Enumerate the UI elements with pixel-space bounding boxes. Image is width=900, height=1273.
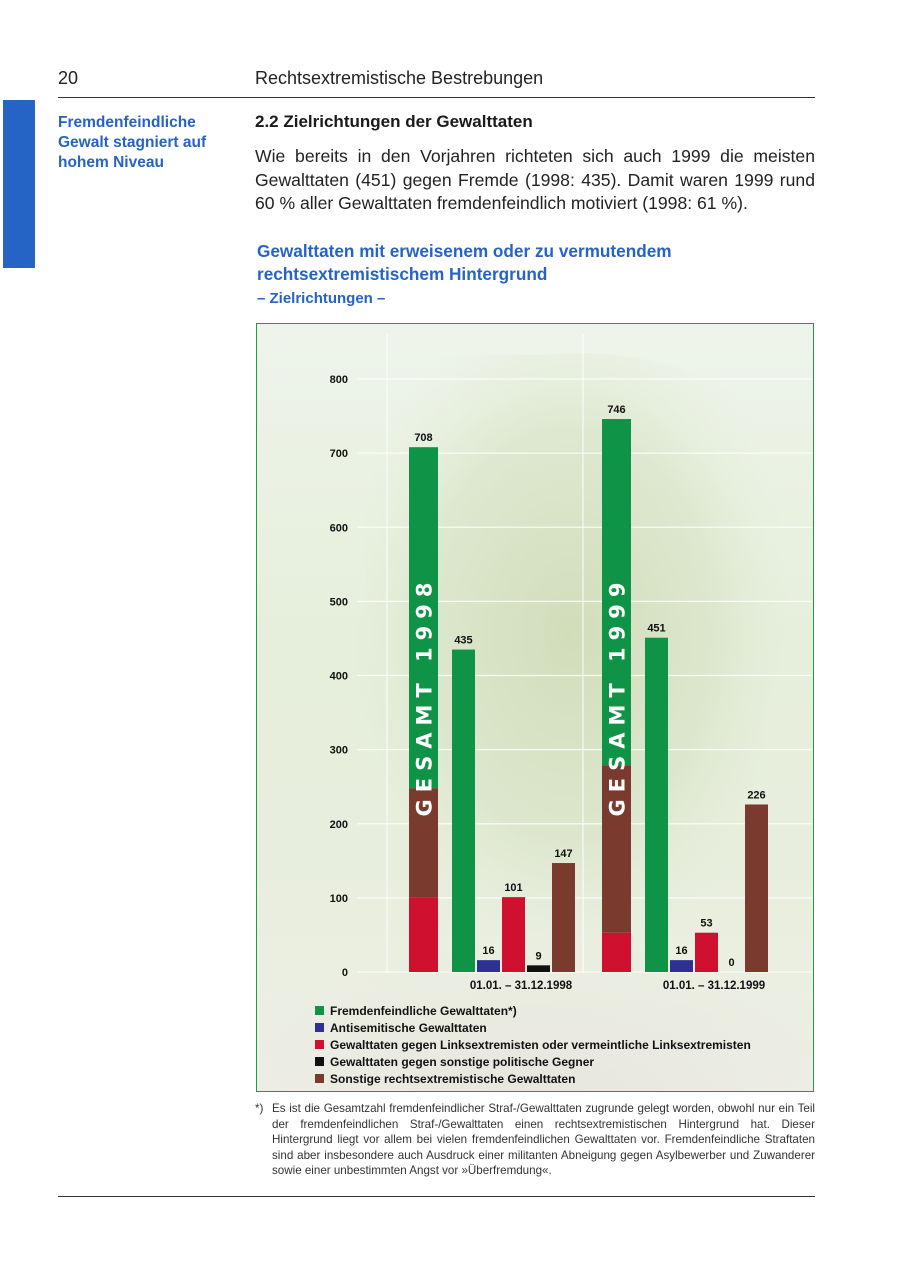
bar (502, 897, 525, 972)
bar (670, 960, 693, 972)
bar-value-label: 16 (675, 945, 688, 958)
bar-value-label: 0 (728, 957, 735, 969)
bar (695, 933, 718, 972)
chart-subheading: – Zielrichtungen – (257, 290, 386, 307)
bar-chart (257, 324, 814, 1092)
y-tick-label: 600 (329, 522, 348, 535)
legend-label: Antisemitische Gewalttaten (330, 1020, 487, 1035)
bar (477, 960, 500, 972)
footnote-marker: *) (255, 1102, 264, 1115)
legend-label: Sonstige rechtsextremistische Gewalttaten (330, 1071, 576, 1086)
bar-value-label: 16 (482, 945, 495, 958)
category-label: 01.01. – 31.12.1998 (469, 980, 573, 992)
bar (552, 863, 575, 972)
bar-value-label: 451 (647, 622, 666, 635)
legend-item (315, 1002, 751, 1019)
bar-value-label: 435 (454, 634, 473, 647)
bar-value-label: 226 (747, 789, 766, 802)
bar (452, 650, 475, 972)
bar-value-label: 9 (535, 950, 542, 963)
bar-value-label: 101 (504, 882, 523, 895)
legend-item (315, 1019, 751, 1036)
chart-legend (315, 1002, 751, 1087)
page-number: 20 (58, 68, 79, 88)
bar (645, 638, 668, 972)
legend-swatch (315, 1040, 324, 1049)
body-paragraph: Wie bereits in den Vorjahren richteten sich auch 1999 die meisten Gewalttaten (451) gegen Fremde (1998: 435). Damit waren 1999 rund 60 % aller Gewalttaten fremdenfeindlich motiviert (1998: 61 %). (255, 146, 815, 213)
total-bar-label: GESAMT 1998 (412, 575, 437, 817)
running-title: Rechtsextremistische Bestrebungen (255, 68, 544, 88)
bar (527, 965, 550, 972)
y-tick-label: 0 (341, 967, 348, 979)
total-bar-segment (409, 897, 438, 972)
bar (745, 804, 768, 972)
total-bar-label: GESAMT 1999 (605, 575, 630, 817)
total-value-label: 708 (414, 432, 433, 445)
total-bar-segment (602, 933, 631, 972)
margin-note: Fremdenfeindliche Gewalt stagniert auf hohem Niveau (58, 114, 207, 171)
legend-swatch (315, 1006, 324, 1015)
chart-frame (256, 323, 814, 1092)
legend-swatch (315, 1057, 324, 1066)
footnote-text: Es ist die Gesamtzahl fremdenfeindlicher Straf-/Gewalttaten zugrunde gelegt worden, obwohl nur ein Teil der fremdenfeindlichen Straf-/Gewalttaten einen rechtsextremistischen Hintergrund hat. Dieser Hintergrund liegt vor allem bei vielen fremdenfeindlichen Gewalttaten vor. Fremdenfeindliche Straftaten sind aber insbesondere auch Ausdruck einer militanten Abneigung gegen Asylbewerber und Zuwanderer sowie einer unbestimmten Angst vor »Überfremdung«. (272, 1102, 815, 1178)
y-tick-label: 800 (329, 374, 348, 386)
y-tick-label: 100 (329, 892, 348, 905)
y-tick-label: 200 (329, 818, 348, 831)
bottom-rule (58, 1196, 815, 1197)
y-tick-label: 400 (329, 670, 348, 683)
section-title: 2.2 Zielrichtungen der Gewalttaten (255, 112, 533, 131)
total-value-label: 746 (607, 404, 626, 417)
y-tick-label: 700 (329, 448, 348, 461)
legend-item (315, 1036, 751, 1053)
page-header (58, 68, 815, 98)
legend-swatch (315, 1023, 324, 1032)
y-tick-label: 500 (329, 596, 348, 609)
bar-value-label: 147 (554, 848, 573, 861)
legend-item (315, 1053, 751, 1070)
legend-item (315, 1070, 751, 1087)
chart-heading: Gewalttaten mit erweisenem oder zu vermutendem rechtsextremistischem Hintergrund (257, 241, 672, 284)
legend-label: Gewalttaten gegen Linksextremisten oder vermeintliche Linksextremisten (330, 1037, 751, 1052)
legend-label: Fremdenfeindliche Gewalttaten*) (330, 1003, 517, 1018)
bar-value-label: 53 (700, 917, 713, 930)
y-tick-label: 300 (329, 744, 348, 757)
legend-swatch (315, 1074, 324, 1083)
section-color-tab (3, 100, 35, 268)
category-label: 01.01. – 31.12.1999 (662, 980, 766, 992)
legend-label: Gewalttaten gegen sonstige politische Gegner (330, 1054, 595, 1069)
